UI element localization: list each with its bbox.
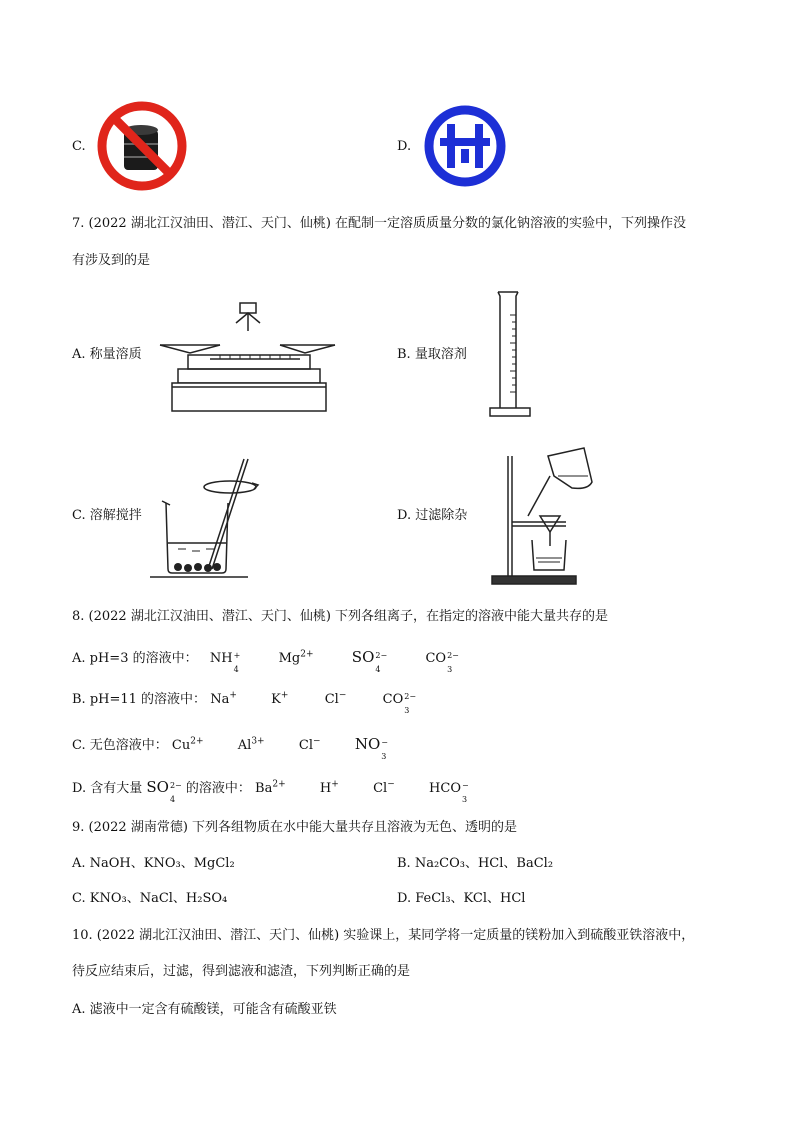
ion-h: H+ <box>319 779 339 796</box>
measuring-cylinder-icon <box>488 290 538 418</box>
q7-option-c: C. 溶解搅拌 <box>72 508 142 523</box>
option-d-label: D. <box>397 139 412 154</box>
filtration-apparatus-icon <box>488 446 600 588</box>
q7-stem-line2: 有涉及到的是 <box>72 253 151 268</box>
ion-hco3: HCO − 3 <box>429 781 469 804</box>
blue-circle-logo-icon <box>423 104 507 188</box>
no-oil-drum-sign-icon <box>96 100 188 192</box>
q9-option-b: B. Na₂CO₃、HCl、BaCl₂ <box>397 856 554 871</box>
ion-mg: $Mg^{2+}$ <box>278 649 314 666</box>
q10-stem-line2: 待反应结束后，过滤，得到滤液和滤渣，下列判断正确的是 <box>72 964 411 979</box>
beaker-stirring-icon <box>148 455 263 580</box>
ion-co3: CO 2− 3 <box>382 692 417 715</box>
option-c-label: C. <box>72 139 86 154</box>
q8-option-d-prefix: D. 含有大量 <box>72 781 143 796</box>
q8-stem: 8. (2022 湖北江汉油田、潜江、天门、仙桃) 下列各组离子，在指定的溶液中能大量共存的是 <box>72 609 609 624</box>
ion-co3: CO 2− 3 <box>425 651 459 674</box>
q8-option-a-prefix: A. pH=3 的溶液中： <box>72 651 198 666</box>
balance-scale-icon <box>150 295 340 415</box>
q7-option-a: A. 称量溶质 <box>72 347 142 362</box>
ion-no3: NO − 3 <box>354 735 388 761</box>
q10-stem-line1: 10. (2022 湖北江汉油田、潜江、天门、仙桃) 实验课上，某同学将一定质量的镁粉加入到硫酸亚铁溶液中， <box>72 928 695 943</box>
ion-so4: SO 2− 4 <box>146 778 182 804</box>
q8-option-c <box>72 736 388 759</box>
ion-cl: Cl− <box>373 779 395 796</box>
q10-option-a: A. 滤液中一定含有硫酸镁，可能含有硫酸亚铁 <box>72 1002 337 1017</box>
ion-cu: $Cu^{2+}$ <box>171 736 204 753</box>
q9-stem: 9. (2022 湖南常德) 下列各组物质在水中能大量共存且溶液为无色、透明的是 <box>72 820 518 835</box>
q8-option-a <box>72 649 459 672</box>
ion-al: $Al^{3+}$ <box>237 736 265 753</box>
ion-nh4: NH + 4 <box>209 651 241 674</box>
q7-option-b: B. 量取溶剂 <box>397 347 467 362</box>
q8-option-d <box>72 779 469 802</box>
q8-option-c-prefix: C. 无色溶液中： <box>72 738 168 753</box>
ion-k: K+ <box>271 690 289 707</box>
ion-cl: Cl− <box>298 736 321 753</box>
q8-option-b <box>72 692 416 713</box>
ion-ba: $Ba^{2+}$ <box>255 779 286 796</box>
q8-option-b-prefix: B. pH=11 的溶液中： <box>72 692 207 707</box>
q9-option-d: D. FeCl₃、KCl、HCl <box>397 891 526 906</box>
q9-option-a: A. NaOH、KNO₃、MgCl₂ <box>72 856 235 871</box>
ion-na: Na+ <box>210 690 237 707</box>
q7-stem-line1: 7. (2022 湖北江汉油田、潜江、天门、仙桃) 在配制一定溶质质量分数的氯化钠溶液的实验中，下列操作没 <box>72 216 687 231</box>
ion-so4: SO 2− 4 <box>351 648 388 674</box>
q8-option-d-mid: 的溶液中： <box>185 781 251 796</box>
q9-option-c: C. KNO₃、NaCl、H₂SO₄ <box>72 891 228 906</box>
ion-cl: Cl− <box>324 690 347 707</box>
q7-option-d: D. 过滤除杂 <box>397 508 468 523</box>
